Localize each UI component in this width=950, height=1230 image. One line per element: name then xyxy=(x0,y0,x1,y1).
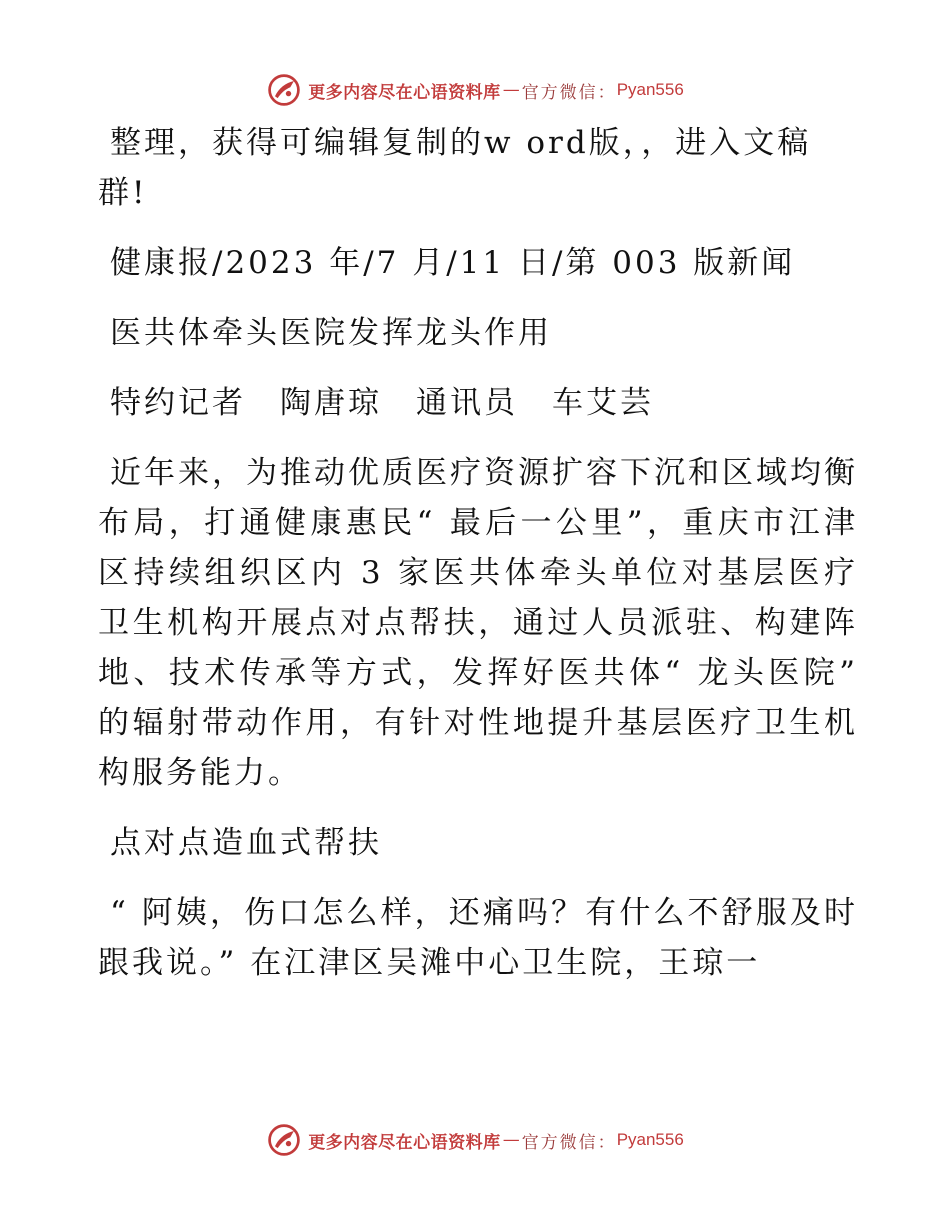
headline: 医共体牵头医院发挥龙头作用 xyxy=(110,315,552,351)
subheading: 点对点造血式帮扶 xyxy=(110,825,382,861)
brand-wechat-label: 官方微信： xyxy=(521,1132,617,1153)
brand-wechat-label: 官方微信： xyxy=(521,82,617,103)
brand-wechat-id: Pyan556 xyxy=(616,80,684,99)
article-body xyxy=(98,118,858,1008)
brand-dash: — xyxy=(502,1130,520,1150)
brand-logo-icon xyxy=(266,1122,302,1158)
dateline: 健康报/2023 年/7 月/11 日/第 003 版新闻 xyxy=(110,245,796,281)
brand-text: 更多内容尽在心语资料库 xyxy=(308,82,501,103)
brand-text: 更多内容尽在心语资料库 xyxy=(308,1132,501,1153)
byline: 特约记者 陶唐琼 通讯员 车艾芸 xyxy=(110,385,654,421)
brand-wechat-id: Pyan556 xyxy=(616,1130,684,1149)
paragraph-2: “ 阿姨，伤口怎么样，还痛吗？有什么不舒服及时跟我说。” 在江津区吴滩中心卫生院，王琼一 xyxy=(98,895,858,981)
paragraph-1: 近年来，为推动优质医疗资源扩容下沉和区域均衡布局，打通健康惠民“ 最后一公里”，重庆市江津区持续组织区内 3 家医共体牵头单位对基层医疗卫生机构开展点对点帮扶，通过人员派驻、构建阵地、技术传承等方式，发挥好医共体“ 龙头医院” 的辐射带动作用，有针对性地提升基层医疗卫生机构服务能力。 xyxy=(98,455,858,791)
header-watermark xyxy=(0,70,950,110)
intro-note: 整理，获得可编辑复制的w ord版，，进入文稿群! xyxy=(98,125,812,211)
brand-dash: — xyxy=(502,80,520,100)
brand-logo-icon xyxy=(266,72,302,108)
footer-watermark xyxy=(0,1120,950,1160)
